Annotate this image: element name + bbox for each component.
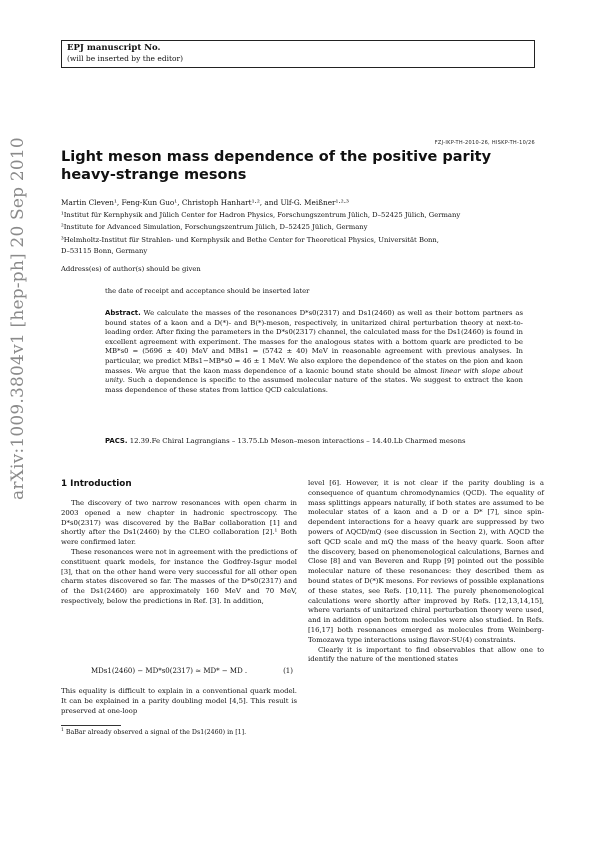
paper-title [61,148,521,184]
affiliation-2: ²Institute for Advanced Simulation, Forschungszentrum Jülich, D–52425 Jülich, Germany [61,223,368,231]
intro-paragraph-3: This equality is difficult to explain in a conventional quark model. It can be explained in a parity doubling model [4,5]. This result is preserved at one-loop [61,687,297,715]
abstract [105,309,523,395]
pacs-codes [105,437,523,447]
abstract-text-end: . Such a dependence is specific to the assumed molecular nature of the states. We suggest to extract the kaon mass dependence of these states from lattice QCD calculations. [105,376,523,394]
footnote-rule [61,725,121,726]
journal-header-box [61,40,535,68]
affiliation-1: ¹Institut für Kernphysik and Jülich Center for Hadron Physics, Forschungszentrum Jülich, D–52425 Jülich, Germany [61,211,461,219]
abstract-text: We calculate the masses of the resonances D*s0(2317) and Ds1(2460) as well as their bottom partners as bound states of a kaon and a D(*)- and B(*)-meson, respectively, in unitarized chiral perturbation theory at next-to-leading order. After fixing the parameters in the D*s0(2317) channel, the calculated mass for the Ds1(2460) is found in excellent agreement with experiment. The masses for the analogous states with a bottom quark are predicted to be MB*s0 = (5696 ± 40) MeV and MBs1 = (5742 ± 40) MeV in reasonable agreement with previous analyses. In particular, we predict MBs1−MB*s0 = 46 ± 1 MeV. We also explore the dependence of the states on the pion and kaon masses. We argue that the kaon mass dependence of a kaonic bound state should be almost [105,309,523,375]
preprint-number: FZJ-IKP-TH-2010-26, HISKP-TH-10/26 [434,140,535,146]
arxiv-identifier: arXiv:1009.3804v1 [hep-ph] 20 Sep 2010 [8,137,28,500]
abstract-emphasis: linear with slope about unity [105,366,523,385]
intro-left-column [61,499,297,607]
footnote [61,729,297,736]
equation-number: (1) [283,667,293,675]
author-list: Martin Cleven¹, Feng-Kun Guo¹, Christoph Hanhart¹·², and Ulf-G. Meißner¹·²·³ [61,198,349,207]
journal-name: EPJ manuscript No. [67,43,161,53]
intro-paragraph-4: level [6]. However, it is not clear if the parity doubling is a consequence of quantum chromodynamics (QCD). The equality of mass splittings appears naturally, if both states are assumed to be molecular states of a kaon and a D or a D* [7], since spin-dependent interactions for a heavy quark are suppressed by two powers of ΛQCD/mQ (see discussion in Section 2), with ΛQCD the soft QCD scale and mQ the mass of the heavy quark. Soon after the discovery, based on phenomenological calculations, Barnes and Close [8] and van Beveren and Rupp [9] pointed out the possible molecular nature of these resonances: they described them as bound states of D(*)K mesons. For reviews of possible explanations of these states, see Refs. [10,11]. The purely phenomenological calculations were shortly after improved by Refs. [12,13,14,15], where variants of unitarized chiral perturbation theory were used, and in addition open bottom molecules were also studied. In Refs. [16,17] both resonances emerged as molecules from Weinberg-Tomozawa type interactions using flavor-SU(4) constraints. [308,479,544,644]
address-note: Address(es) of author(s) should be given [61,265,201,273]
journal-note: (will be inserted by the editor) [67,54,184,63]
footnote-mark: 1 [61,727,64,733]
footnote-text: BaBar already observed a signal of the Ds1(2460) in [1]. [65,729,247,736]
section-title-introduction: 1 Introduction [61,479,132,489]
title-line-1: Light meson mass dependence of the positive parity [61,149,492,165]
affiliation-3: ³Helmholtz-Institut für Strahlen- und Kernphysik and Bethe Center for Theoretical Physics, Universität Bonn, [61,236,439,244]
intro-right-column [308,479,544,665]
intro-paragraph-2: These resonances were not in agreement with the predictions of constituent quark models, for instance the Godfrey-Isgur model [3], that on the other hand were very successful for all other open charm states discovered so far. The masses of the D*s0(2317) and of the Ds1(2460) are approximately 160 MeV and 70 MeV, respectively, below the predictions in Ref. [3]. In addition, [61,547,297,605]
intro-paragraph-1: The discovery of two narrow resonances with open charm in 2003 opened a new chapter in hadronic spectroscopy. The D*s0(2317) was discovered by the BaBar collaboration [1] and shortly after the Ds1(2460) by the CLEO collaboration [2].¹ Both were confirmed later. [61,499,297,547]
pacs-label: PACS. [105,437,128,445]
pacs-text: 12.39.Fe Chiral Lagrangians – 13.75.Lb Meson–meson interactions – 14.40.Lb Charmed mesons [129,437,466,445]
abstract-label: Abstract. [105,309,141,317]
received-note: the date of receipt and acceptance should be inserted later [105,287,310,295]
intro-left-column-cont [61,687,297,716]
affiliation-3-cont: D–53115 Bonn, Germany [61,247,148,255]
equation-formula: MDs1(2460) − MD*s0(2317) ≃ MD* − MD . [91,667,248,675]
title-line-2: heavy-strange mesons [61,167,247,183]
intro-paragraph-5: Clearly it is important to find observables that allow one to identify the nature of the mentioned states [308,645,544,664]
